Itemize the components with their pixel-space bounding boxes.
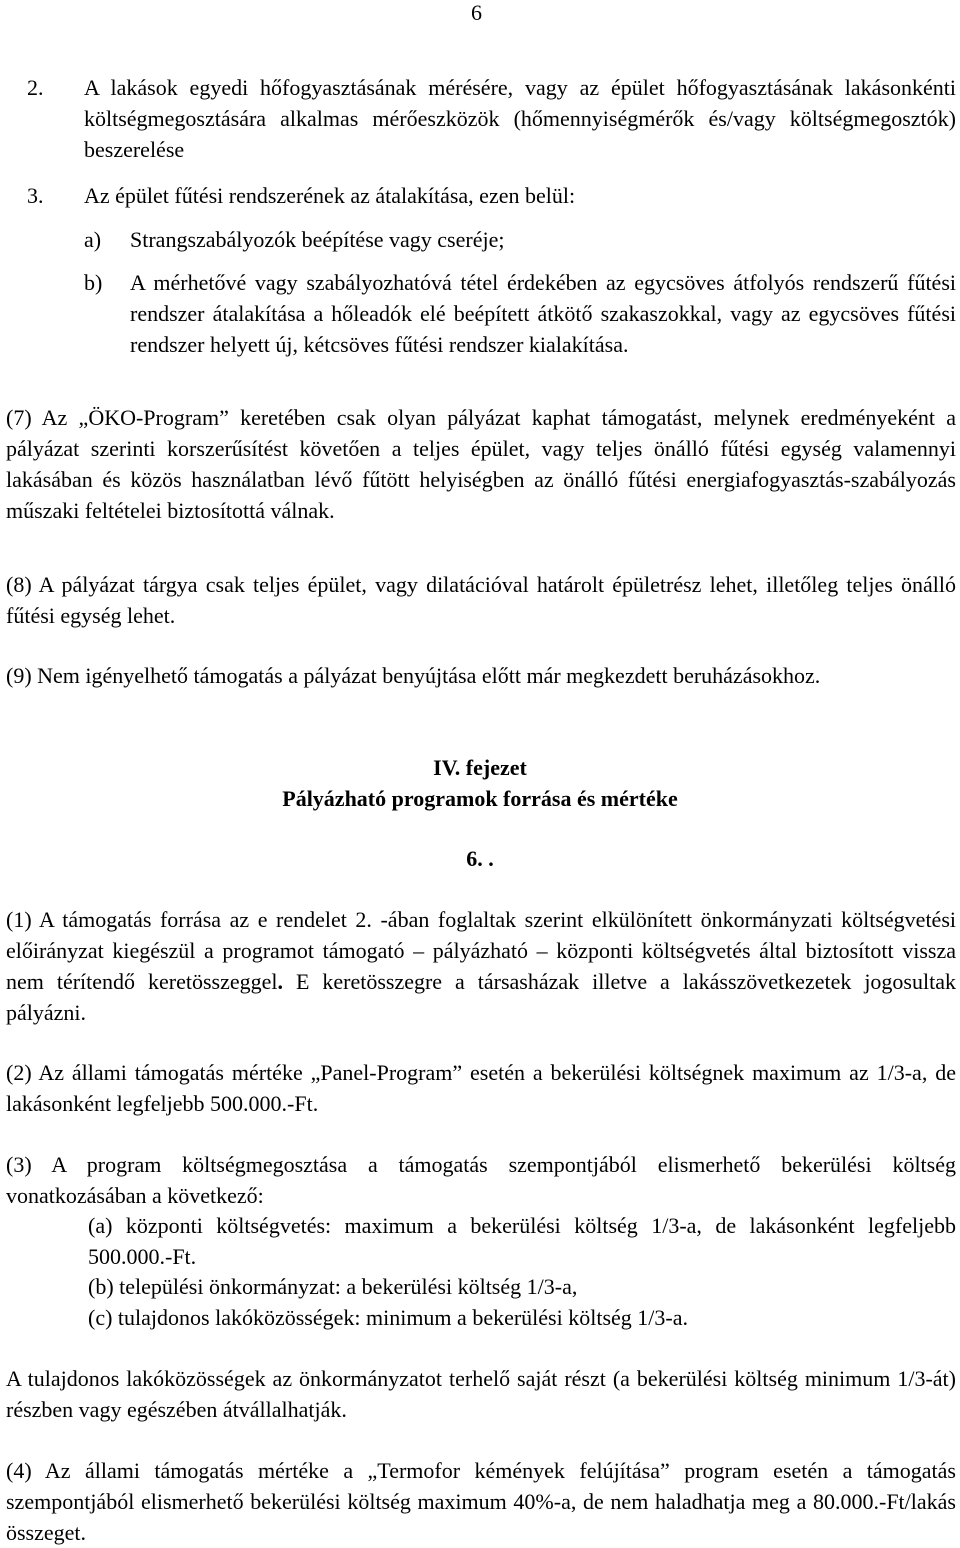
item-3b-label: b) bbox=[84, 270, 103, 295]
section-6-paragraph-3: (3) A program költségmegosztása a támogatás szempontjából elismerhető bekerülési költség vonatkozásában a következő: bbox=[6, 1152, 956, 1208]
paragraph-7: (7) Az „ÖKO-Program” keretében csak olyan pályázat kaphat támogatást, melynek eredményeként a pályázat szerinti korszerűsítést követően a teljes épület, vagy teljes önálló fűtési egység valamennyi lakásában és közös használatban lévő fűtött helyiségben az önálló fűtési energiafogyasztás-szabályozás műszaki feltételei biztosítottá válnak. bbox=[6, 405, 956, 523]
section-6-paragraph-1 bbox=[6, 904, 956, 1028]
paragraph-3-item-a: (a) központi költségvetés: maximum a bekerülési költség 1/3-a, de lakásonként legfeljebb 500.000.-Ft. bbox=[88, 1213, 956, 1269]
paragraph-1-text-end: E keretösszegre a társasházak illetve a lakásszövetkezetek jogosultak pályázni. bbox=[6, 969, 956, 1025]
item-3a-text: Strangszabályozók beépítése vagy cseréje; bbox=[130, 227, 505, 252]
section-6-paragraph-2: (2) Az állami támogatás mértéke „Panel-Program” esetén a bekerülési költségnek maximum az 1/3-a, de lakásonként legfeljebb 500.000.-Ft. bbox=[6, 1060, 956, 1116]
item-3a-label: a) bbox=[84, 227, 102, 252]
item-3b-text: A mérhetővé vagy szabályozhatóvá tétel érdekében az egycsöves átfolyós rendszerű fűtési rendszer átalakítása a hőleadók elé beépített átkötő szakaszokkal, vagy az egycsöves fűtési rendszer helyett új, kétcsöves fűtési rendszer kialakítása. bbox=[130, 270, 956, 357]
item-2-number: 2. bbox=[27, 75, 44, 100]
section-heading: 6. . bbox=[466, 846, 494, 871]
paragraph-3-item-c: (c) tulajdonos lakóközösségek: minimum a bekerülési költség 1/3-a. bbox=[88, 1305, 688, 1330]
section-6-paragraph-4: (4) Az állami támogatás mértéke a „Termofor kémények felújítása” program esetén a támogatás szempontjából elismerhető bekerülési költség maximum 40%-a, de nem haladhatja meg a 80.000.-Ft/lakás összeget. bbox=[6, 1458, 956, 1545]
item-3-number: 3. bbox=[27, 183, 44, 208]
page-number: 6 bbox=[471, 0, 482, 25]
paragraph-3-note: A tulajdonos lakóközösségek az önkormányzatot terhelő saját részt (a bekerülési költség minimum 1/3-át) részben vagy egészében átvállalhatják. bbox=[6, 1366, 956, 1422]
chapter-number: IV. fejezet bbox=[433, 755, 527, 780]
paragraph-1-text: (1) A támogatás forrása az e rendelet 2. -ában foglaltak szerint elkülönített önkormányzati költségvetési előirányzat kiegészül a programot támogató – pályázható – központi költségvetés által biztosított vissza nem térítendő keretösszeggel bbox=[6, 907, 956, 994]
paragraph-9: (9) Nem igényelhető támogatás a pályázat benyújtása előtt már megkezdett beruházásokhoz. bbox=[6, 663, 821, 688]
paragraph-1-bold-dot: . bbox=[277, 969, 283, 994]
paragraph-3-item-b: (b) települési önkormányzat: a bekerülési költség 1/3-a, bbox=[88, 1274, 578, 1299]
item-3-text: Az épület fűtési rendszerének az átalakítása, ezen belül: bbox=[84, 183, 576, 208]
item-2-text: A lakások egyedi hőfogyasztásának mérésére, vagy az épület hőfogyasztásának lakásonkénti költségmegosztására alkalmas mérőeszközök (hőmennyiségmérők és/vagy költségmegosztók) beszerelése bbox=[84, 75, 956, 162]
chapter-title: Pályázható programok forrása és mértéke bbox=[282, 786, 678, 811]
paragraph-8: (8) A pályázat tárgya csak teljes épület, vagy dilatációval határolt épületrész lehet, illetőleg teljes önálló fűtési egység lehet. bbox=[6, 572, 956, 628]
